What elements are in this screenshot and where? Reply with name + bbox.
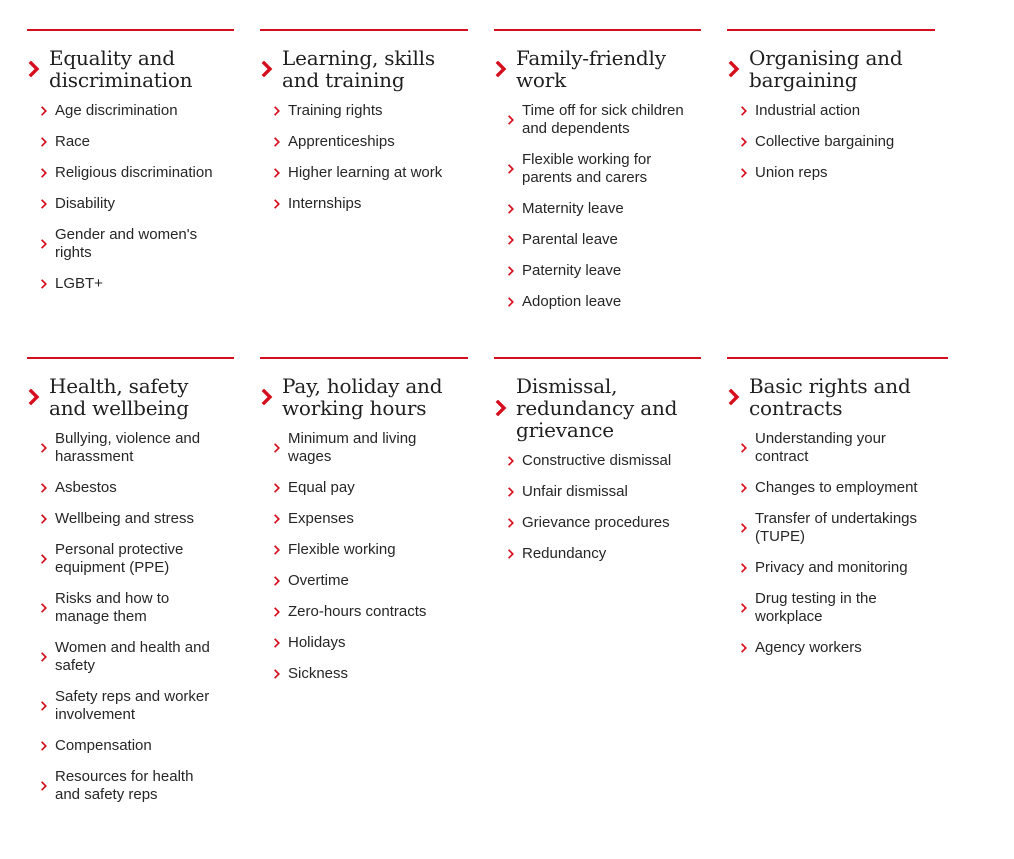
chevron-right-icon [741, 483, 747, 493]
section-title: and training [282, 68, 405, 92]
topic-link-label: equipment (PPE) [55, 559, 170, 576]
topic-link-label: Disability [55, 195, 116, 212]
chevron-right-icon [494, 61, 508, 77]
chevron-right-icon [741, 106, 747, 116]
topic-link[interactable] [260, 430, 468, 466]
section-heading-link[interactable] [27, 375, 234, 419]
topic-link[interactable] [727, 430, 948, 466]
chevron-right-icon [274, 137, 280, 147]
topic-link-label: Risks and how to [55, 590, 170, 607]
chevron-right-icon [741, 563, 747, 573]
topic-link-list [727, 102, 935, 182]
topic-link-label: Minimum and living [288, 430, 417, 447]
topic-link-list [27, 102, 234, 293]
topic-link-label: Drug testing in the [755, 590, 877, 607]
chevron-right-icon [494, 400, 508, 416]
topic-link-label: Zero-hours contracts [288, 603, 427, 620]
topic-link[interactable] [27, 133, 234, 151]
topic-link-label: wages [288, 448, 332, 465]
topic-link-label: Training rights [288, 102, 383, 119]
topic-link-label: workplace [755, 608, 823, 625]
chevron-right-icon [508, 266, 514, 276]
chevron-right-icon [508, 297, 514, 307]
topic-link[interactable] [494, 102, 701, 138]
topic-section [27, 357, 234, 817]
section-title: Equality and [49, 46, 175, 70]
topic-link-label: Religious discrimination [55, 164, 213, 181]
section-heading-link[interactable] [494, 47, 701, 91]
chevron-right-icon [274, 514, 280, 524]
topic-link-label: Race [55, 133, 91, 150]
topic-link-label: Equal pay [288, 479, 355, 496]
topic-link[interactable] [27, 479, 234, 497]
chevron-right-icon [41, 781, 47, 791]
topic-section [494, 357, 701, 576]
chevron-right-icon [41, 239, 47, 249]
topic-section [260, 357, 468, 696]
section-title: redundancy and [516, 396, 678, 420]
chevron-right-icon [41, 199, 47, 209]
topic-link[interactable] [494, 514, 701, 532]
chevron-right-icon [41, 137, 47, 147]
topic-link[interactable] [27, 541, 234, 577]
topic-link-label: Internships [288, 195, 362, 212]
chevron-right-icon [274, 106, 280, 116]
chevron-right-icon [274, 483, 280, 493]
section-title: discrimination [49, 68, 193, 92]
topic-link-label: Holidays [288, 634, 346, 651]
topic-link-label: Apprenticeships [288, 133, 395, 150]
section-title: Family-friendly [516, 46, 666, 70]
chevron-right-icon [27, 61, 41, 77]
topic-link-label: Constructive dismissal [522, 452, 672, 469]
topic-link[interactable] [27, 430, 234, 466]
topic-link[interactable] [260, 133, 468, 151]
topic-link[interactable] [727, 559, 948, 577]
topic-link-label: Understanding your [755, 430, 886, 447]
chevron-right-icon [41, 652, 47, 662]
topic-link-label: Expenses [288, 510, 354, 527]
topic-link-label: Maternity leave [522, 200, 624, 217]
topic-link-label: Sickness [288, 665, 349, 682]
topic-link[interactable] [494, 200, 701, 218]
topic-link-label: Union reps [755, 164, 828, 181]
chevron-right-icon [508, 487, 514, 497]
topic-link-label: Collective bargaining [755, 133, 895, 150]
topic-link[interactable] [494, 262, 701, 280]
topic-link[interactable] [260, 102, 468, 120]
chevron-right-icon [727, 389, 741, 405]
section-heading-link[interactable] [494, 375, 701, 441]
topic-link-label: Parental leave [522, 231, 618, 248]
topic-link[interactable] [27, 275, 234, 293]
topic-link-label: Compensation [55, 737, 152, 754]
topic-link-label: Changes to employment [755, 479, 918, 496]
chevron-right-icon [274, 607, 280, 617]
topic-link-label: and dependents [522, 120, 630, 137]
topic-link[interactable] [27, 639, 234, 675]
chevron-right-icon [741, 168, 747, 178]
topic-link[interactable] [27, 226, 234, 262]
topic-link-list [260, 102, 468, 213]
topic-section [27, 29, 234, 306]
topic-link-label: Personal protective [55, 541, 184, 558]
topic-link[interactable] [727, 510, 948, 546]
chevron-right-icon [741, 137, 747, 147]
section-title: grievance [516, 418, 614, 442]
chevron-right-icon [41, 168, 47, 178]
chevron-right-icon [274, 638, 280, 648]
chevron-right-icon [41, 279, 47, 289]
topic-link-label: rights [55, 244, 92, 261]
topic-link-label: and safety reps [55, 786, 158, 803]
topic-link-label: Asbestos [55, 479, 117, 496]
topic-link[interactable] [494, 452, 701, 470]
section-title: Basic rights and [749, 374, 911, 398]
chevron-right-icon [741, 443, 747, 453]
topic-link[interactable] [27, 510, 234, 528]
topic-link-label: Unfair dismissal [522, 483, 628, 500]
topic-link[interactable] [27, 102, 234, 120]
topic-section [727, 29, 935, 195]
topic-link[interactable] [727, 479, 948, 497]
chevron-right-icon [741, 643, 747, 653]
topic-link[interactable] [27, 164, 234, 182]
topic-link[interactable] [727, 590, 948, 626]
topic-link-label: Safety reps and worker [55, 688, 210, 705]
topic-link[interactable] [27, 688, 234, 724]
topic-link-list [260, 430, 468, 683]
topic-link[interactable] [494, 293, 701, 311]
topic-link-label: Time off for sick children [522, 102, 684, 119]
chevron-right-icon [41, 106, 47, 116]
chevron-right-icon [274, 669, 280, 679]
topic-link[interactable] [260, 634, 468, 652]
topic-link[interactable] [494, 545, 701, 563]
chevron-right-icon [41, 483, 47, 493]
topic-link-list [494, 452, 701, 563]
section-title: working hours [282, 396, 427, 420]
section-heading-link[interactable] [727, 47, 935, 91]
topic-link[interactable] [27, 590, 234, 626]
topic-link-label: safety [55, 657, 96, 674]
section-title: work [516, 68, 567, 92]
chevron-right-icon [274, 168, 280, 178]
topic-link[interactable] [727, 102, 935, 120]
topic-link-label: Gender and women's [55, 226, 198, 243]
topic-link[interactable] [260, 195, 468, 213]
topic-section [260, 29, 468, 226]
section-heading-link[interactable] [27, 47, 234, 91]
topic-link[interactable] [27, 768, 234, 804]
topic-link-label: Wellbeing and stress [55, 510, 194, 527]
section-heading-link[interactable] [260, 47, 468, 91]
section-title: Learning, skills [282, 46, 435, 70]
chevron-right-icon [508, 164, 514, 174]
chevron-right-icon [741, 603, 747, 613]
topic-link-label: parents and carers [522, 169, 648, 186]
topic-link-label: Redundancy [522, 545, 607, 562]
chevron-right-icon [41, 514, 47, 524]
chevron-right-icon [260, 61, 274, 77]
topic-link-label: (TUPE) [755, 528, 805, 545]
topic-link[interactable] [260, 479, 468, 497]
chevron-right-icon [508, 115, 514, 125]
topic-link[interactable] [27, 195, 234, 213]
topic-link[interactable] [494, 151, 701, 187]
section-title: Dismissal, [516, 374, 618, 398]
topic-link-label: Bullying, violence and [55, 430, 201, 447]
topic-link[interactable] [727, 639, 948, 657]
topic-link-label: Agency workers [755, 639, 862, 656]
topic-link-label: Adoption leave [522, 293, 622, 310]
topic-link-label: involvement [55, 706, 136, 723]
topic-link-label: Paternity leave [522, 262, 622, 279]
topic-link-list [727, 430, 948, 657]
topic-link-label: harassment [55, 448, 134, 465]
chevron-right-icon [41, 741, 47, 751]
topic-link-label: Transfer of undertakings [755, 510, 918, 527]
topic-link[interactable] [260, 164, 468, 182]
chevron-right-icon [260, 389, 274, 405]
topic-link[interactable] [727, 164, 935, 182]
topic-link-label: Grievance procedures [522, 514, 670, 531]
topic-link-label: Flexible working [288, 541, 396, 558]
chevron-right-icon [274, 576, 280, 586]
section-title: Pay, holiday and [282, 374, 443, 398]
topic-link-label: Higher learning at work [288, 164, 443, 181]
topic-link-label: contract [755, 448, 809, 465]
topic-link[interactable] [260, 603, 468, 621]
topic-link-label: Overtime [288, 572, 349, 589]
chevron-right-icon [508, 204, 514, 214]
topic-link-label: LGBT+ [55, 275, 103, 292]
chevron-right-icon [41, 701, 47, 711]
topic-link-label: Resources for health [55, 768, 194, 785]
topic-link[interactable] [260, 510, 468, 528]
section-title: bargaining [749, 68, 858, 92]
topic-link-label: Flexible working for [522, 151, 652, 168]
chevron-right-icon [741, 523, 747, 533]
topic-link[interactable] [260, 541, 468, 559]
chevron-right-icon [508, 456, 514, 466]
chevron-right-icon [27, 389, 41, 405]
topic-link[interactable] [27, 737, 234, 755]
section-heading-link[interactable] [727, 375, 948, 419]
topic-link-label: Women and health and [55, 639, 210, 656]
section-heading-link[interactable] [260, 375, 468, 419]
section-title: and wellbeing [49, 396, 189, 420]
topic-link-label: manage them [55, 608, 147, 625]
chevron-right-icon [274, 199, 280, 209]
topic-link[interactable] [260, 572, 468, 590]
section-title: Organising and [749, 46, 903, 70]
topic-link-list [27, 430, 234, 804]
chevron-right-icon [41, 554, 47, 564]
section-title: Health, safety [49, 374, 189, 398]
topic-link[interactable] [727, 133, 935, 151]
chevron-right-icon [508, 549, 514, 559]
chevron-right-icon [508, 235, 514, 245]
topic-link[interactable] [260, 665, 468, 683]
chevron-right-icon [274, 443, 280, 453]
chevron-right-icon [727, 61, 741, 77]
topic-section [727, 357, 948, 670]
topic-link-label: Privacy and monitoring [755, 559, 908, 576]
chevron-right-icon [41, 443, 47, 453]
chevron-right-icon [508, 518, 514, 528]
chevron-right-icon [274, 545, 280, 555]
topic-link-label: Industrial action [755, 102, 861, 119]
topic-link-list [494, 102, 701, 311]
chevron-right-icon [41, 603, 47, 613]
topic-link[interactable] [494, 483, 701, 501]
section-title: contracts [749, 396, 843, 420]
topic-section [494, 29, 701, 324]
topic-link[interactable] [494, 231, 701, 249]
topic-link-label: Age discrimination [55, 102, 178, 119]
